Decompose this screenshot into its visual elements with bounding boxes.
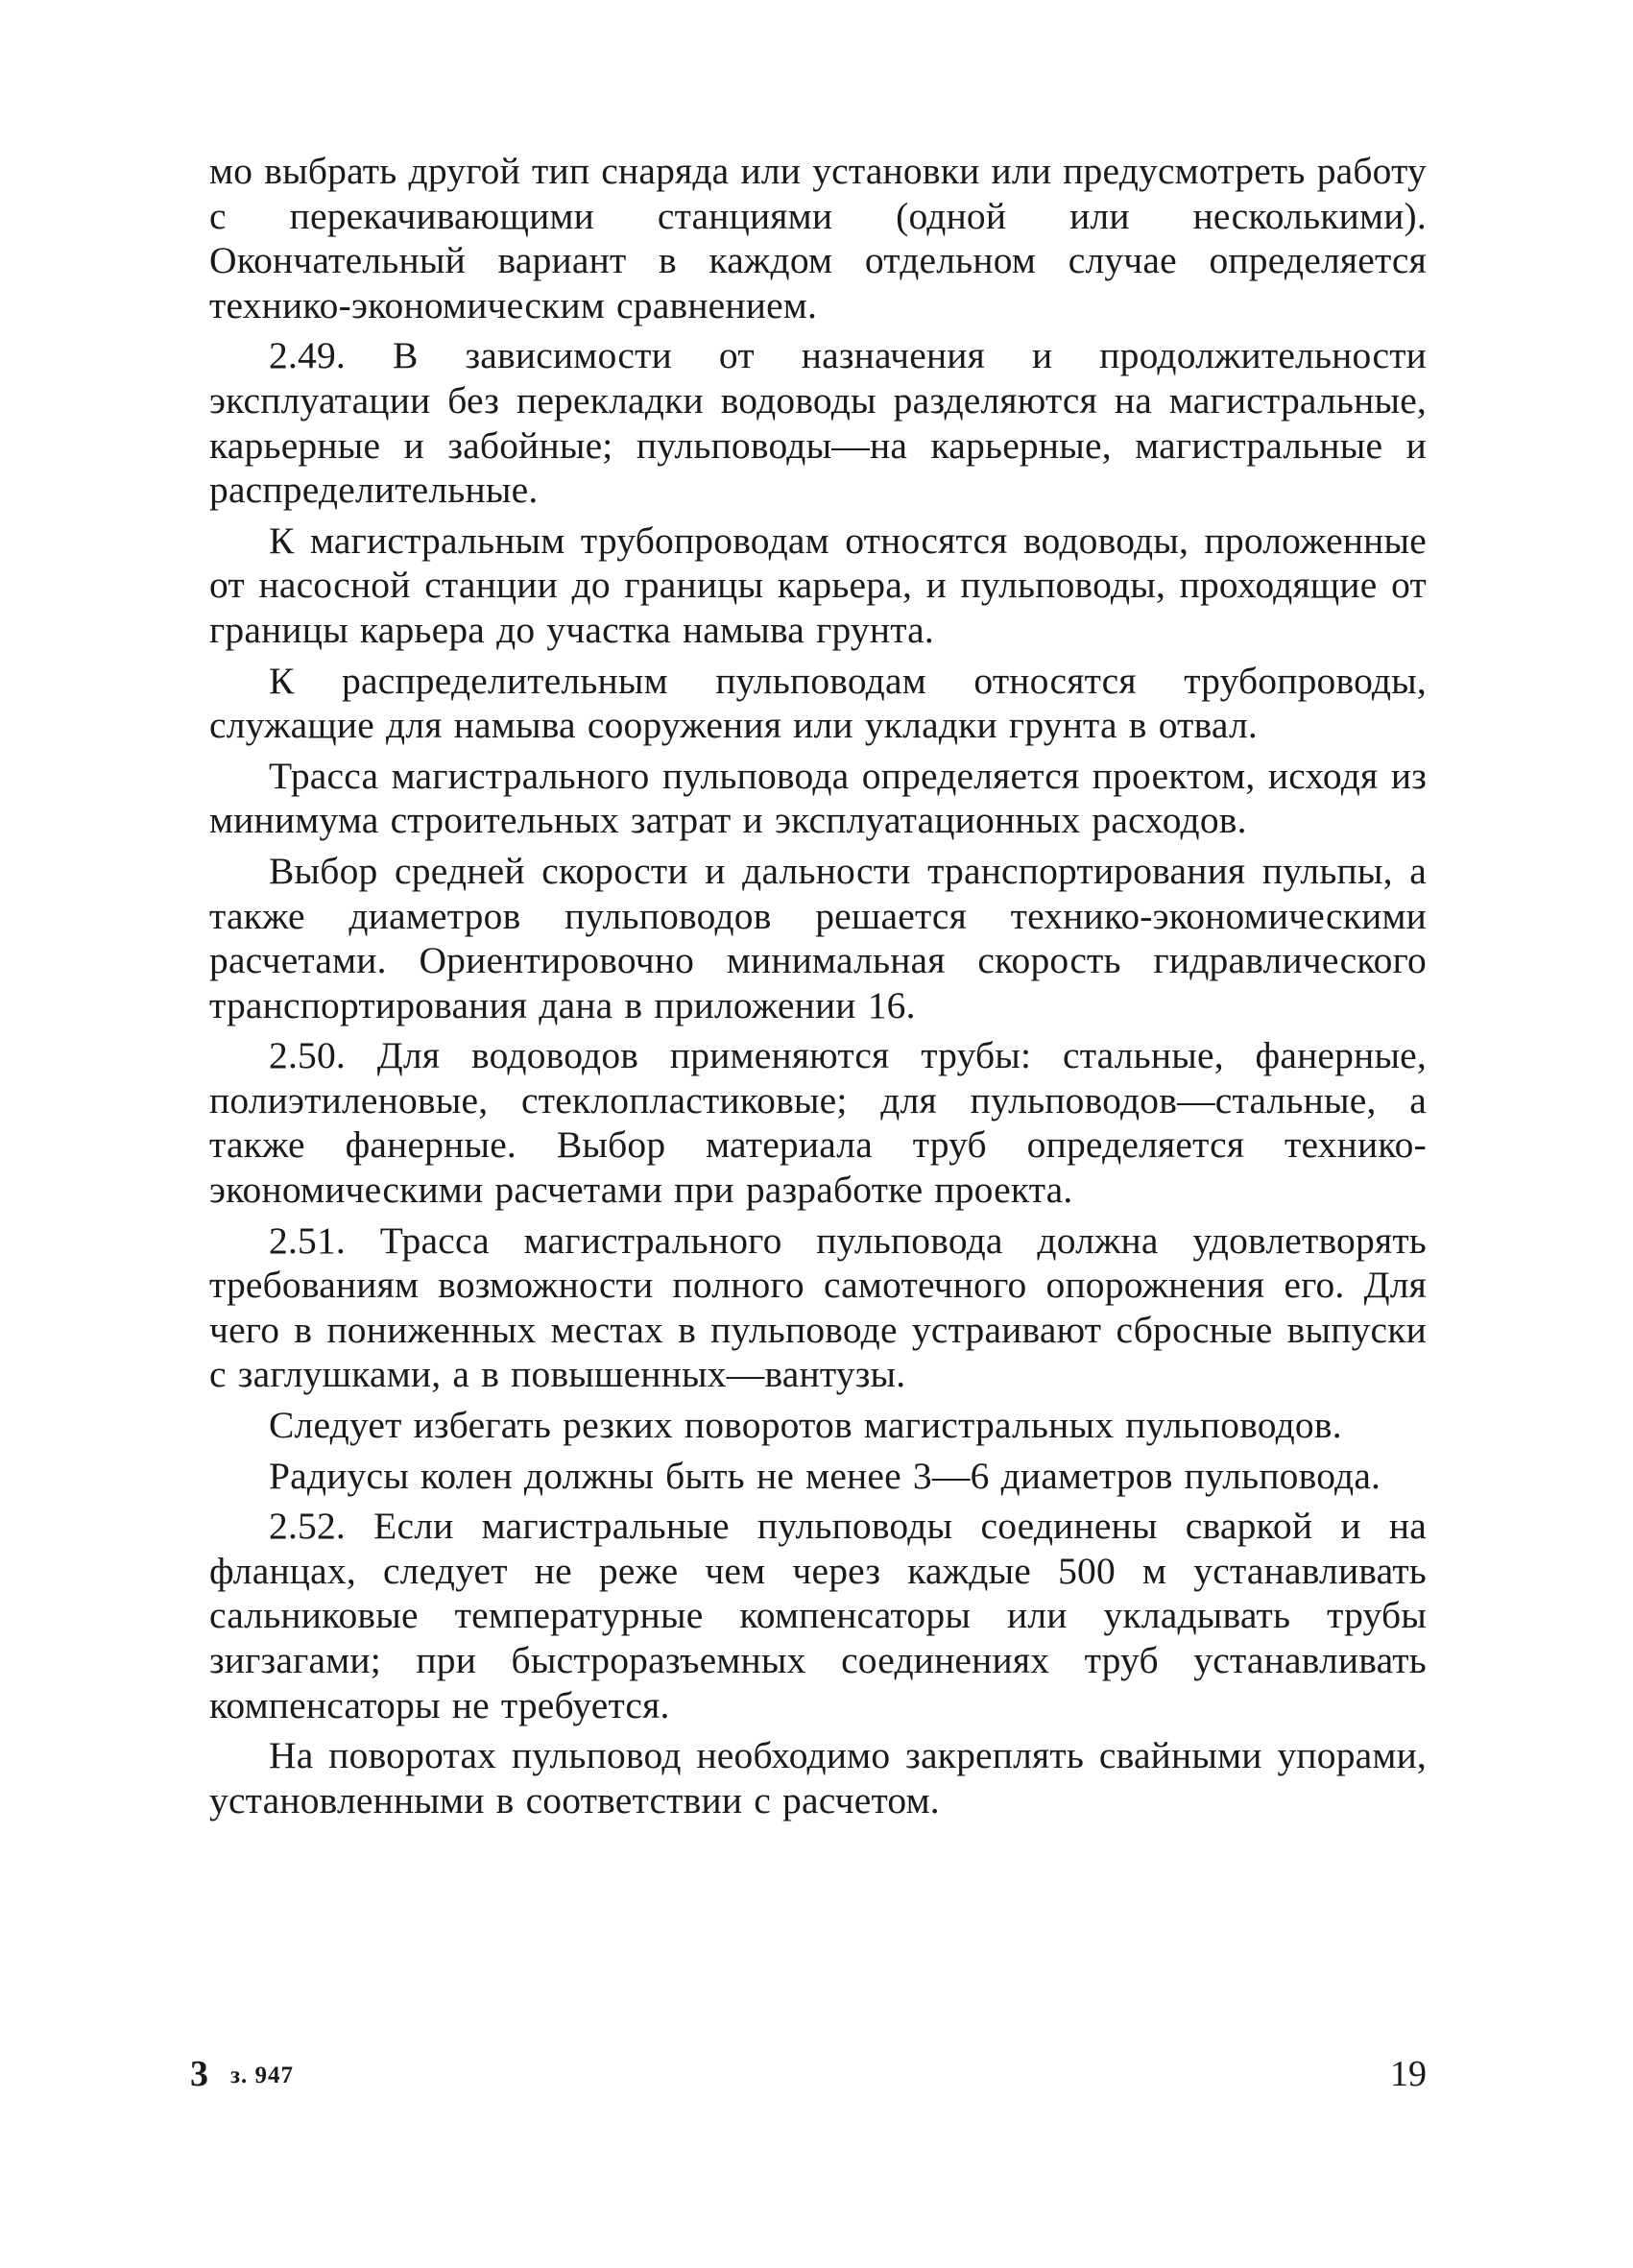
paragraph-continuation: мо выбрать другой тип снаряда или установки или предусмотреть работу с перекачивающими станциями (одной или несколькими). Окончательный вариант в каждом отдельном случае определяется технико-экономическим сравнением. — [209, 150, 1427, 326]
paragraph-route: Трасса магистрального пульповода определяется проектом, исходя из минимума строительных затрат и эксплуатационных расходов. — [209, 754, 1427, 842]
paragraph-2-49: 2.49. В зависимости от назначения и продолжительности эксплуатации без перекладки водоводы разделяются на магистральные, карьерные и забойные; пульповоды—на карьерные, магистральные и распределительные. — [209, 334, 1427, 512]
paragraph-turns: Следует избегать резких поворотов магистральных пульповодов. — [269, 1404, 1342, 1447]
page-number: 19 — [1390, 2054, 1427, 2094]
paragraph-bend-radius: Радиусы колен должны быть не менее 3—6 диаметров пульповода. — [269, 1454, 1381, 1497]
print-order-mark: з. 947 — [230, 2063, 295, 2088]
page-footer — [190, 2053, 1429, 2101]
paragraph-2-50: 2.50. Для водоводов применяются трубы: стальные, фанерные, полиэтиленовые, стеклопластиковые; для пульповодов—стальные, а также фанерные. Выбор материала труб определяется технико-экономическими расчетами при разработке проекта. — [209, 1034, 1427, 1212]
paragraph-pile-supports: На поворотах пульповод необходимо закреплять свайными упорами, установленными в соответствии с расчетом. — [209, 1734, 1427, 1822]
signature-number: 3 — [190, 2054, 208, 2094]
page-body — [209, 149, 1427, 2098]
paragraph-speed-selection: Выбор средней скорости и дальности транспортирования пульпы, а также диаметров пульповодов решается технико-экономическими расчетами. Ориентировочно минимальная скорость гидравлического транспортирования дана в приложении 16. — [209, 849, 1427, 1026]
paragraph-2-52: 2.52. Если магистральные пульповоды соединены сваркой и на фланцах, следует не реже чем через каждые 500 м устанавливать сальниковые температурные компенсаторы или укладывать трубы зигзагами; при быстроразъемных соединениях труб устанавливать компенсаторы не требуется. — [209, 1505, 1427, 1726]
paragraph-distribution-pipelines: К распределительным пульповодам относятся трубопроводы, служащие для намыва сооружения или укладки грунта в отвал. — [209, 659, 1427, 747]
paragraph-2-51: 2.51. Трасса магистрального пульповода должна удовлетворять требованиям возможности полного самотечного опорожнения его. Для чего в пониженных местах в пульповоде устраивают сбросные выпуски с заглушками, а в повышенных—вантузы. — [209, 1218, 1427, 1396]
paragraph-magistral-pipelines: К магистральным трубопроводам относятся водоводы, проложенные от насосной станции до границы карьера, и пульповоды, проходящие от границы карьера до участка намыва грунта. — [209, 519, 1427, 651]
